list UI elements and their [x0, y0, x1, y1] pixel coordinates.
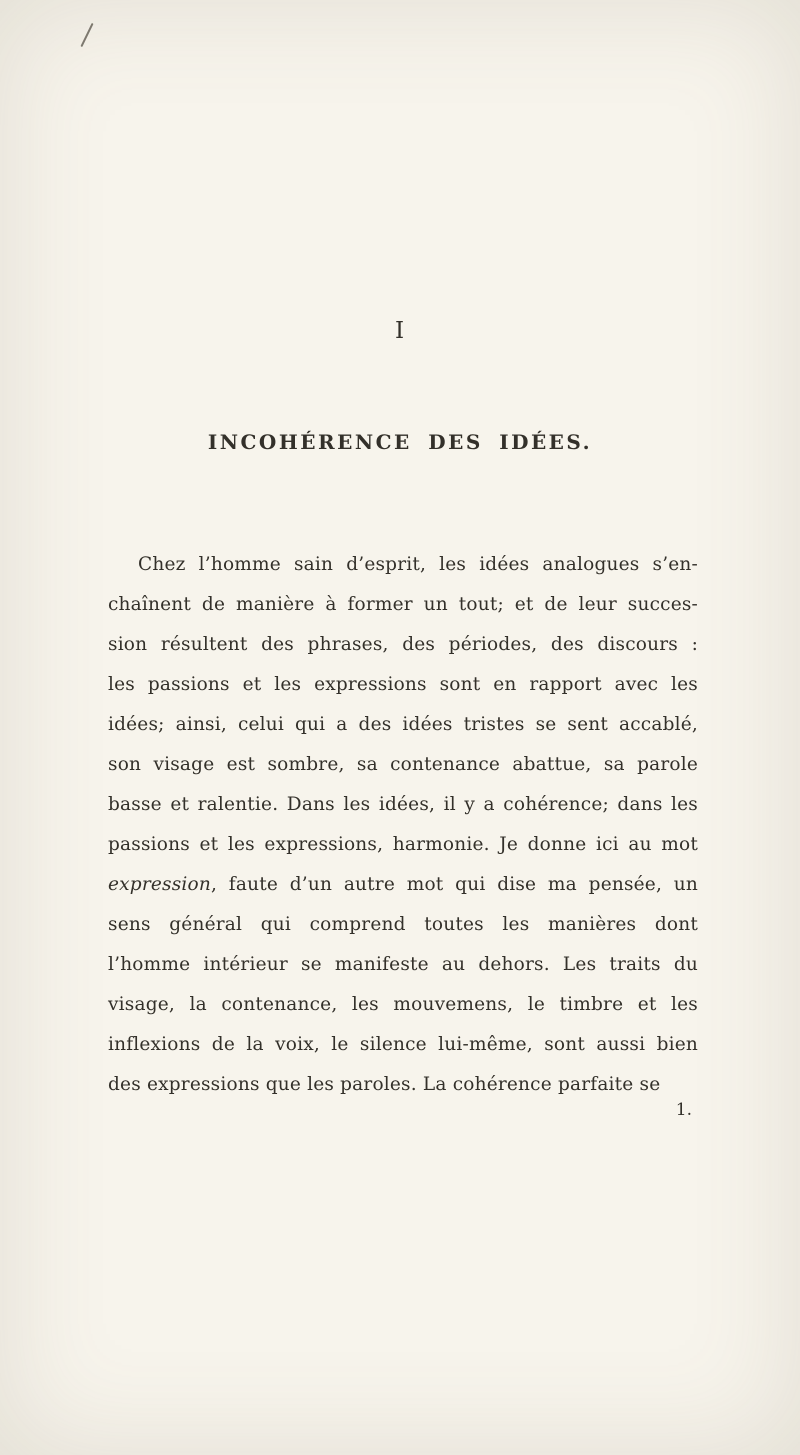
text-line: passions et les expressions, harmonie. Je donne ici au mot — [108, 834, 698, 855]
signature-mark: 1. — [675, 1100, 692, 1120]
text-line: sion résultent des phrases, des périodes, des discours : — [108, 634, 698, 655]
text-line: inflexions de la voix, le silence lui-même, sont aussi bien — [108, 1034, 698, 1055]
text-line: visage, la contenance, les mouvemens, le timbre et les — [108, 994, 698, 1015]
text-line: basse et ralentie. Dans les idées, il y a cohérence; dans les — [108, 794, 698, 815]
text-line: son visage est sombre, sa contenance abattue, sa parole — [108, 754, 698, 775]
text-line: les passions et les expressions sont en rapport avec les — [108, 674, 698, 695]
section-heading: INCOHÉRENCE DES IDÉES. — [207, 430, 593, 454]
text-line: Chez l’homme sain d’esprit, les idées analogues s’en- — [138, 554, 698, 575]
paragraph — [108, 545, 698, 1105]
text-line: sens général qui comprend toutes les manières dont — [108, 914, 698, 935]
text-line: des expressions que les paroles. La cohérence parfaite se — [108, 1074, 661, 1095]
chapter-number: I — [394, 318, 406, 344]
text-line: expression, faute d’un autre mot qui dise ma pensée, un — [108, 874, 698, 895]
scan-artifact — [80, 23, 93, 47]
text-line: idées; ainsi, celui qui a des idées tristes se sent accablé, — [108, 714, 698, 735]
text-line: chaînent de manière à former un tout; et de leur succes- — [108, 594, 698, 615]
text-line: l’homme intérieur se manifeste au dehors. Les traits du — [108, 954, 698, 975]
